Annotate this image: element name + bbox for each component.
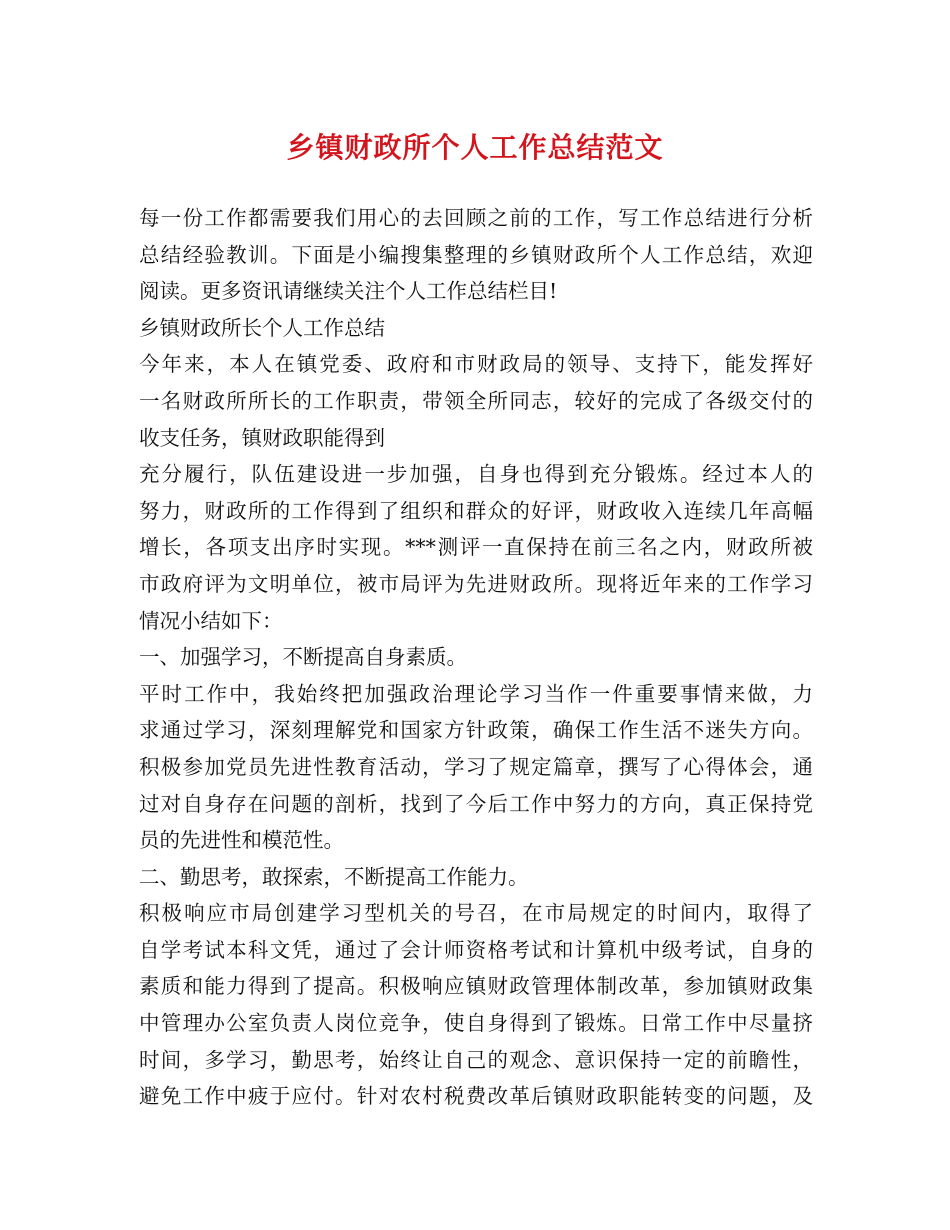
body-line: 今年来，本人在镇党委、政府和市财政局的领导、支持下，能发挥好 — [139, 352, 813, 377]
body-line: 一、加强学习，不断提高自身素质。 — [139, 645, 467, 670]
body-line: 乡镇财政所长个人工作总结 — [139, 315, 385, 340]
body-line: 二、勤思考，敢探索，不断提高工作能力。 — [139, 864, 529, 889]
body-line: 员的先进性和模范性。 — [139, 828, 344, 853]
body-line: 中管理办公室负责人岗位竞争，使自身得到了锻炼。日常工作中尽量挤 — [139, 1011, 813, 1036]
body-line: 时间，多学习，勤思考，始终让自己的观念、意识保持一定的前瞻性， — [139, 1047, 813, 1072]
body-line: 积极响应市局创建学习型机关的号召，在市局规定的时间内，取得了 — [139, 901, 813, 926]
body-line: 每一份工作都需要我们用心的去回顾之前的工作，写工作总结进行分析 — [139, 206, 813, 230]
body-line: 积极参加党员先进性教育活动，学习了规定篇章，撰写了心得体会，通 — [139, 754, 813, 779]
body-line: 素质和能力得到了提高。积极响应镇财政管理体制改革，参加镇财政集 — [139, 974, 813, 999]
body-line: 充分履行，队伍建设进一步加强，自身也得到充分锻炼。经过本人的 — [139, 462, 813, 487]
body-line: 阅读。更多资讯请继续关注个人工作总结栏目! — [139, 279, 558, 304]
body-line: 自学考试本科文凭，通过了会计师资格考试和计算机中级考试，自身的 — [139, 937, 813, 962]
document-title: 乡镇财政所个人工作总结范文 — [286, 131, 664, 164]
body-line: 过对自身存在问题的剖析，找到了今后工作中努力的方向，真正保持党 — [139, 791, 813, 816]
body-line: 一名财政所所长的工作职责，带领全所同志，较好的完成了各级交付的 — [139, 388, 813, 413]
body-line: 收支任务，镇财政职能得到 — [139, 425, 385, 450]
body-line: 增长，各项支出序时实现。***测评一直保持在前三名之内，财政所被 — [139, 535, 813, 560]
document-body — [139, 200, 813, 1115]
body-line: 努力，财政所的工作得到了组织和群众的好评，财政收入连续几年高幅 — [139, 498, 813, 523]
body-line: 避免工作中疲于应付。针对农村税费改革后镇财政职能转变的问题，及 — [139, 1084, 813, 1109]
body-line: 情况小结如下： — [139, 608, 283, 633]
body-line: 总结经验教训。下面是小编搜集整理的乡镇财政所个人工作总结，欢迎 — [139, 242, 813, 267]
body-line: 市政府评为文明单位，被市局评为先进财政所。现将近年来的工作学习 — [139, 571, 813, 596]
body-line: 平时工作中，我始终把加强政治理论学习当作一件重要事情来做，力 — [139, 681, 813, 706]
body-line: 求通过学习，深刻理解党和国家方针政策，确保工作生活不迷失方向。 — [139, 718, 813, 743]
